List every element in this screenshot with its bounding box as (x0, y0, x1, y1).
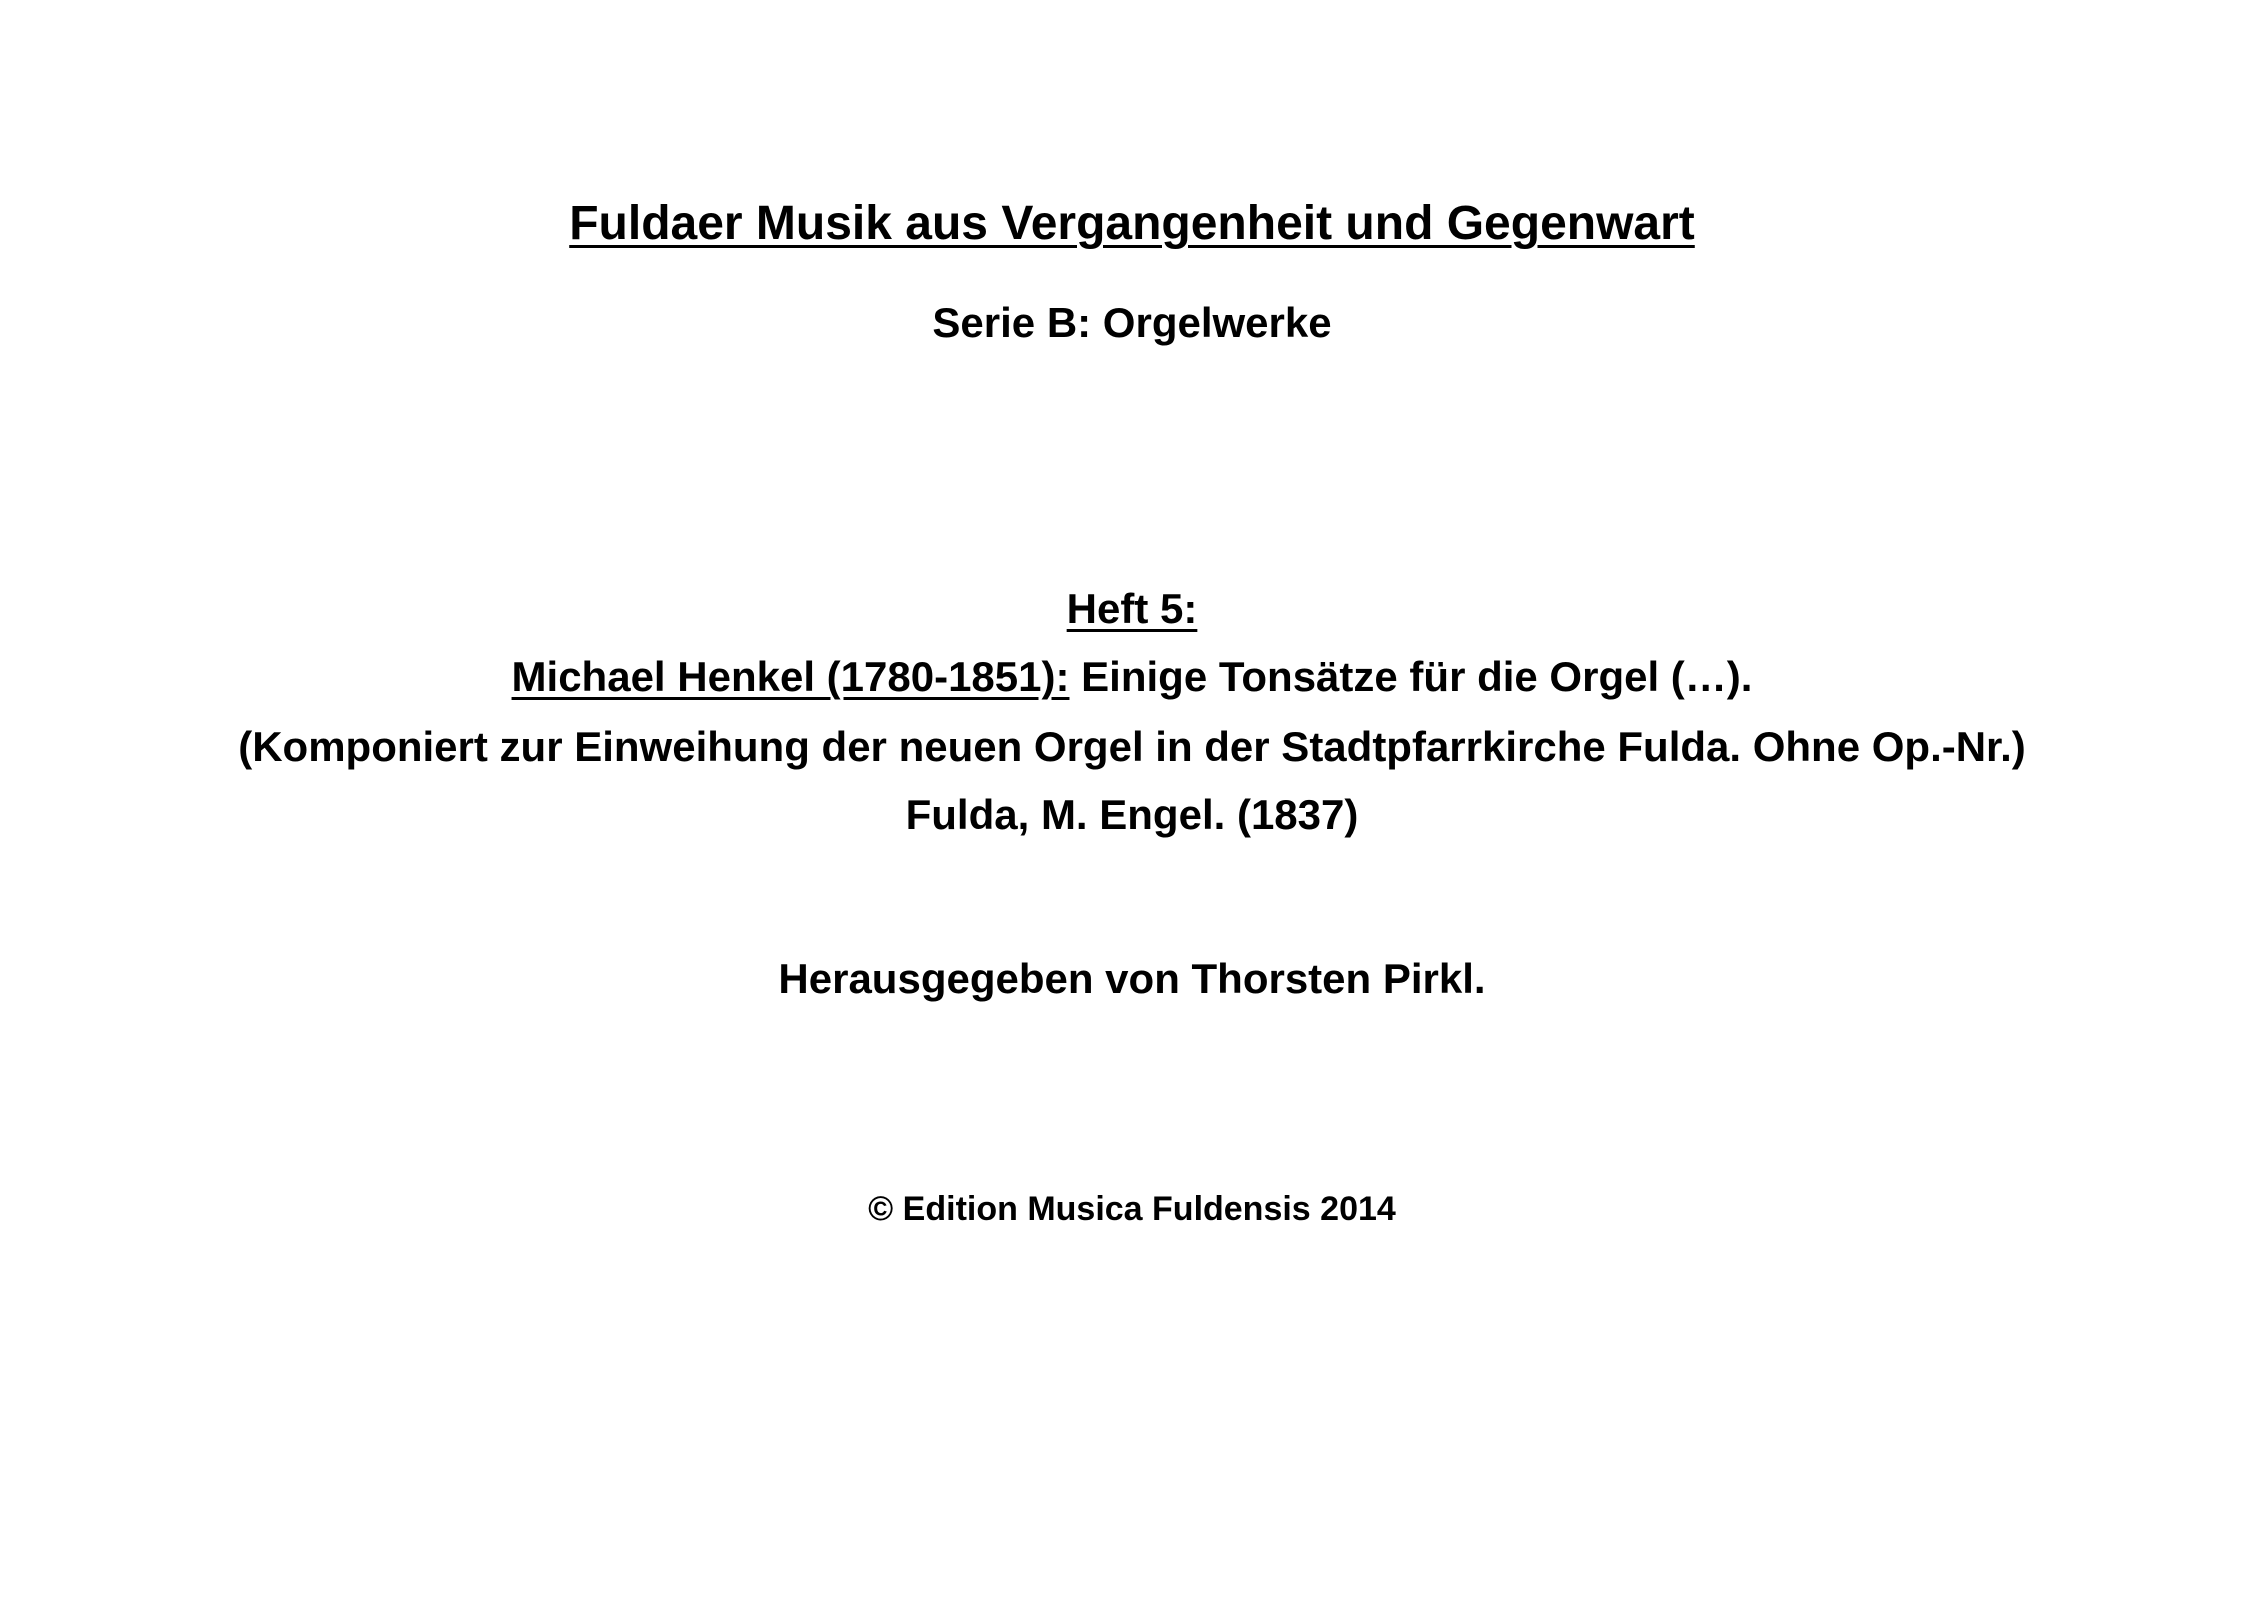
imprint: Fulda, M. Engel. (1837) (905, 791, 1359, 838)
copyright-notice: © Edition Musica Fuldensis 2014 (868, 1190, 1396, 1228)
volume-label-line (0, 585, 2264, 632)
work-line (0, 653, 2264, 700)
editor-credit: Herausgegeben von Thorsten Pirkl. (778, 955, 1486, 1002)
series-subtitle: Serie B: Orgelwerke (932, 299, 1332, 346)
series-title: Fuldaer Musik aus Vergangenheit und Gegenwart (569, 197, 1695, 250)
volume-label: Heft 5: (1066, 585, 1198, 632)
composition-note: (Komponiert zur Einweihung der neuen Orgel in der Stadtpfarrkirche Fulda. Ohne Op.-Nr.) (238, 723, 2026, 770)
work-title: Einige Tonsätze für die Orgel (…). (1069, 653, 1753, 700)
composer-name: Michael Henkel (1780-1851): (511, 653, 1070, 700)
